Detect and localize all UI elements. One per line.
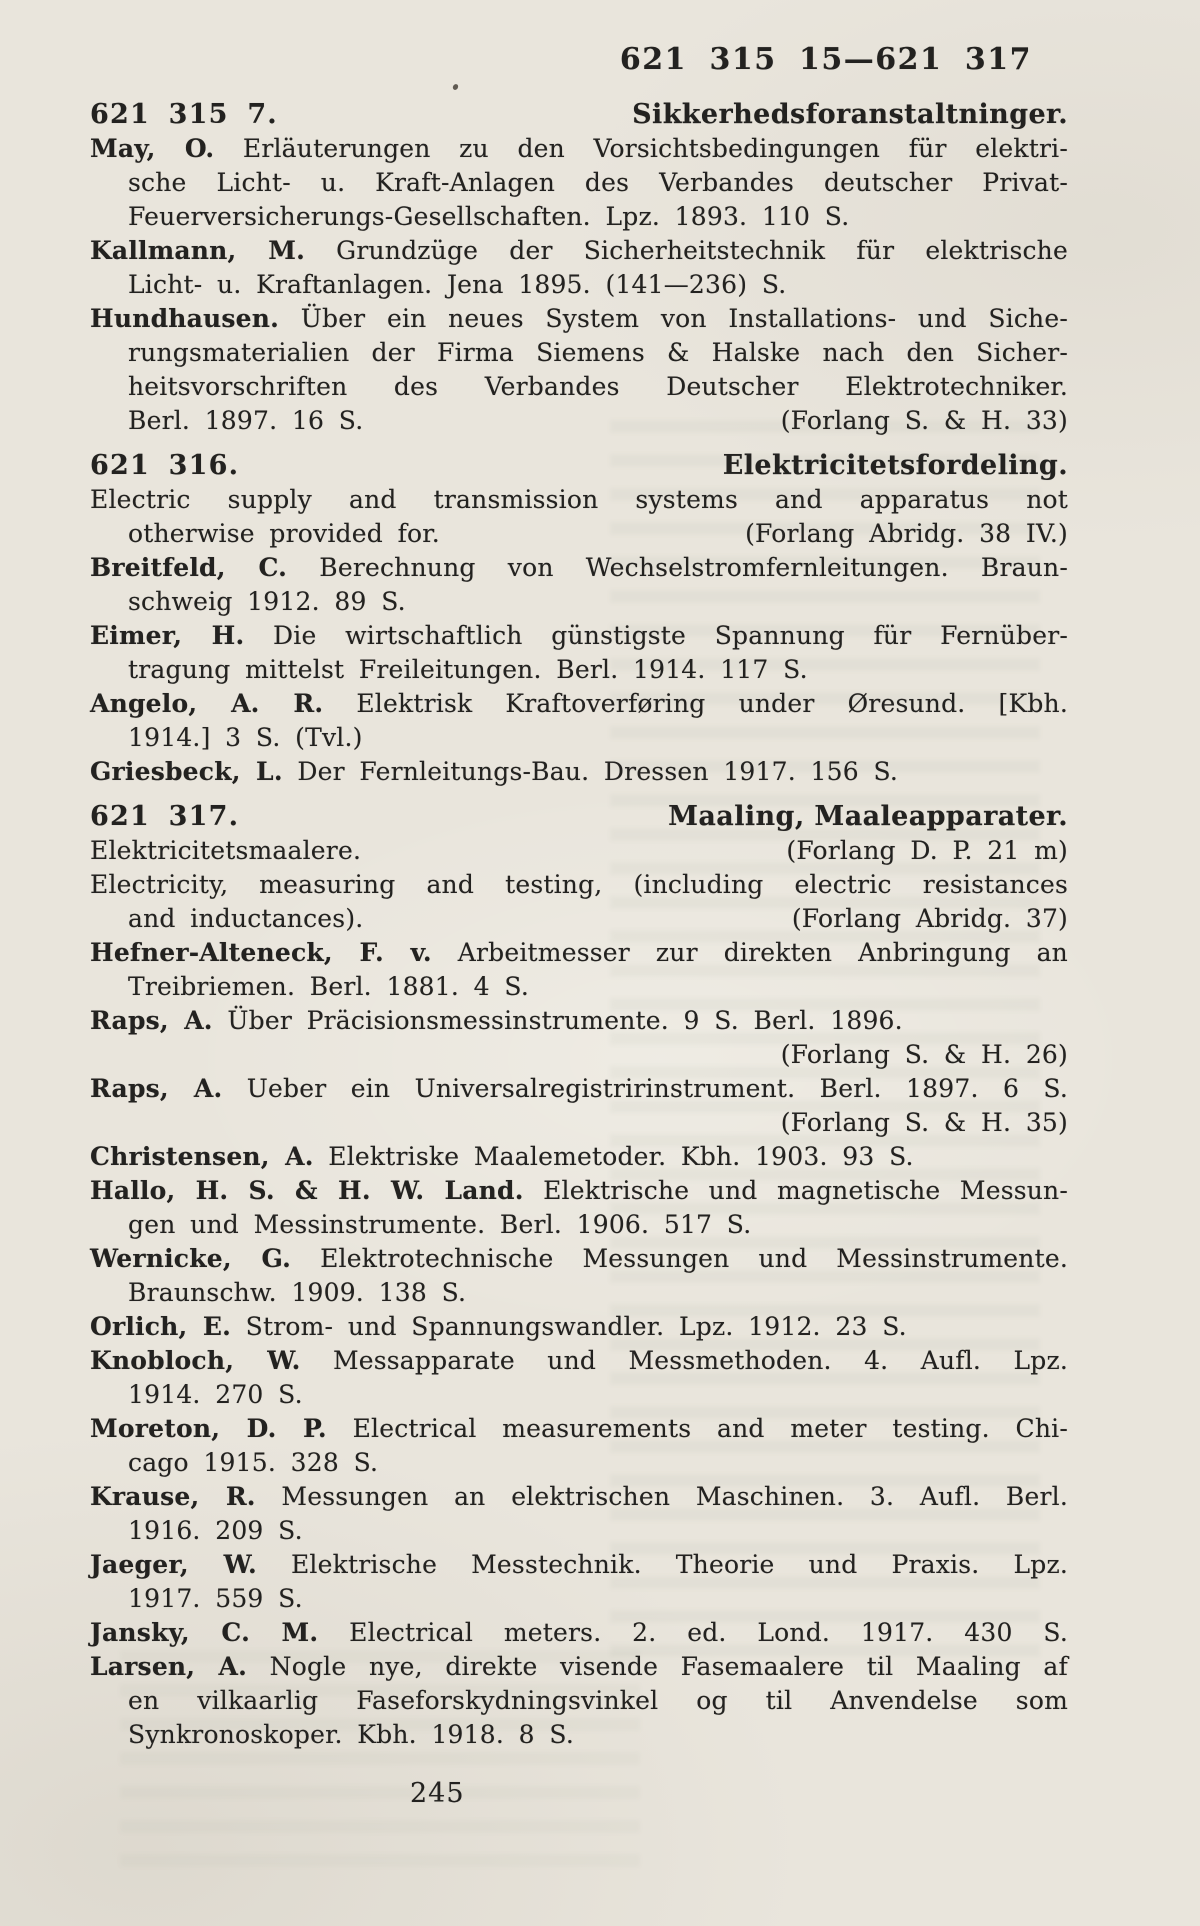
bibliography-entry: [90, 1480, 1068, 1548]
bibliography-entry: [90, 834, 1068, 868]
entry-line: 1916. 209 S.: [128, 1516, 303, 1545]
section-title: Elektricitetsfordeling.: [722, 450, 1068, 481]
author-name: Moreton, D. P.: [90, 1414, 327, 1443]
section-title: Sikkerhedsforanstaltninger.: [632, 99, 1068, 130]
bibliography-entry: [90, 1140, 1068, 1174]
entry-line: Larsen, A. Nogle nye, direkte visende Fasemaalere til Maaling af: [90, 1652, 1068, 1681]
author-name: Eimer, H.: [90, 621, 245, 650]
entry-line: 1914. 270 S.: [128, 1380, 303, 1409]
entry-line: Moreton, D. P. Electrical measurements and meter testing. Chi-: [90, 1414, 1068, 1443]
bibliography-entry: [90, 1548, 1068, 1616]
page-number: 245: [410, 1778, 465, 1809]
entry-line: rungsmaterialien der Firma Siemens & Halske nach den Sicher-: [128, 338, 1068, 367]
entry-line: Treibriemen. Berl. 1881. 4 S.: [128, 972, 530, 1001]
entry-line: Krause, R. Messungen an elektrischen Maschinen. 3. Aufl. Berl.: [90, 1482, 1068, 1511]
bibliography-entry: [90, 1242, 1068, 1310]
author-name: Raps, A.: [90, 1006, 213, 1035]
bibliography-entry: [90, 551, 1068, 619]
author-name: Larsen, A.: [90, 1652, 248, 1681]
classification-section: [90, 800, 1068, 1752]
entry-line: Jaeger, W. Elektrische Messtechnik. Theorie und Praxis. Lpz.: [90, 1550, 1068, 1579]
author-name: May, O.: [90, 134, 215, 163]
author-name: Breitfeld, C.: [90, 553, 288, 582]
bibliography-entry: [90, 1004, 1068, 1072]
bibliography-entry: [90, 1616, 1068, 1650]
section-header: [90, 98, 1068, 132]
entry-line: Eimer, H. Die wirtschaftlich günstigste Spannung für Fernüber-: [90, 621, 1068, 650]
entry-line: sche Licht- u. Kraft-Anlagen des Verbandes deutscher Privat-: [128, 168, 1068, 197]
author-name: Angelo, A. R.: [90, 689, 324, 718]
bibliography-entry: [90, 687, 1068, 755]
author-name: Knobloch, W.: [90, 1346, 301, 1375]
bibliography-entry: [90, 1072, 1068, 1140]
section-header: [90, 449, 1068, 483]
author-name: Christensen, A.: [90, 1142, 314, 1171]
entry-line: gen und Messinstrumente. Berl. 1906. 517 S.: [128, 1210, 752, 1239]
entry-line: Licht- u. Kraftanlagen. Jena 1895. (141—236) S.: [128, 270, 787, 299]
entry-line: Kallmann, M. Grundzüge der Sicherheitstechnik für elektrische: [90, 236, 1068, 265]
classification-code: 621 316.: [90, 450, 240, 481]
author-name: Hundhausen.: [90, 304, 280, 333]
entry-line-text: otherwise provided for.: [128, 519, 440, 548]
bibliography-entry: [90, 1412, 1068, 1480]
author-name: Jansky, C. M.: [90, 1618, 319, 1647]
reference-note: (Forlang S. & H. 33): [780, 406, 1068, 435]
bibliography-entry: [90, 868, 1068, 936]
entry-line: Electric supply and transmission systems and apparatus not: [90, 485, 1068, 514]
running-head-classification-range: 621 315 15—621 317: [619, 42, 1032, 77]
reference-note: (Forlang S. & H. 26): [780, 1040, 1068, 1069]
author-name: Griesbeck, L.: [90, 757, 283, 786]
section-header: [90, 800, 1068, 834]
bibliography-entry: [90, 1310, 1068, 1344]
entry-line: [90, 902, 1068, 936]
entry-line-text: Elektricitetsmaalere.: [90, 836, 362, 865]
author-name: Jaeger, W.: [90, 1550, 257, 1579]
entry-line: [90, 404, 1068, 438]
bibliography-entry: [90, 132, 1068, 234]
entry-line-text: and inductances).: [128, 904, 364, 933]
entry-line: 1917. 559 S.: [128, 1584, 303, 1613]
entry-line: schweig 1912. 89 S.: [128, 587, 406, 616]
classification-code: 621 315 7.: [90, 99, 278, 130]
entry-line: 1914.] 3 S. (Tvl.): [128, 723, 363, 752]
author-name: Wernicke, G.: [90, 1244, 292, 1273]
bibliography-entry: [90, 1650, 1068, 1752]
bibliography-entry: [90, 936, 1068, 1004]
author-name: Raps, A.: [90, 1074, 223, 1103]
entry-line-text: Berl. 1897. 16 S.: [128, 406, 364, 435]
entry-line: [90, 1038, 1068, 1072]
reference-note: (Forlang D. P. 21 m): [786, 836, 1068, 865]
author-name: Hefner-Alteneck, F. v.: [90, 938, 432, 967]
bibliography-entry: [90, 1174, 1068, 1242]
entry-line: Raps, A. Über Präcisionsmessinstrumente. 9 S. Berl. 1896.: [90, 1006, 903, 1035]
section-title: Maaling, Maaleapparater.: [668, 801, 1068, 832]
author-name: Kallmann, M.: [90, 236, 306, 265]
entry-line: tragung mittelst Freileitungen. Berl. 1914. 117 S.: [128, 655, 808, 684]
bibliography-entry: [90, 755, 1068, 789]
entry-line: Synkronoskoper. Kbh. 1918. 8 S.: [128, 1720, 575, 1749]
bibliography-entry: [90, 483, 1068, 551]
reference-note: (Forlang S. & H. 35): [780, 1108, 1068, 1137]
bibliography-entry: [90, 234, 1068, 302]
entry-line: Electricity, measuring and testing, (including electric resistances: [90, 870, 1068, 899]
entry-line: Hefner-Alteneck, F. v. Arbeitmesser zur direkten Anbringung an: [90, 938, 1068, 967]
entry-line: Raps, A. Ueber ein Universalregistririnstrument. Berl. 1897. 6 S.: [90, 1074, 1068, 1103]
entry-line: [90, 517, 1068, 551]
entry-line: Christensen, A. Elektriske Maalemetoder. Kbh. 1903. 93 S.: [90, 1142, 914, 1171]
entry-line: Wernicke, G. Elektrotechnische Messungen und Messinstrumente.: [90, 1244, 1068, 1273]
author-name: Hallo, H. S. & H. W. Land.: [90, 1176, 524, 1205]
entry-line: [90, 1106, 1068, 1140]
entry-line: cago 1915. 328 S.: [128, 1448, 379, 1477]
author-name: Orlich, E.: [90, 1312, 232, 1341]
classification-section: [90, 449, 1068, 789]
bibliography: [90, 98, 1068, 1752]
entry-line: Angelo, A. R. Elektrisk Kraftoverføring under Øresund. [Kbh.: [90, 689, 1068, 718]
entry-line: Braunschw. 1909. 138 S.: [128, 1278, 467, 1307]
entry-line: Feuerversicherungs-Gesellschaften. Lpz. 1893. 110 S.: [128, 202, 850, 231]
reference-note: (Forlang Abridg. 37): [791, 904, 1068, 933]
entry-line: Jansky, C. M. Electrical meters. 2. ed. Lond. 1917. 430 S.: [90, 1618, 1068, 1647]
author-name: Krause, R.: [90, 1482, 256, 1511]
reference-note: (Forlang Abridg. 38 IV.): [745, 519, 1068, 548]
bibliography-entry: [90, 619, 1068, 687]
classification-section: [90, 98, 1068, 438]
entry-line: Orlich, E. Strom- und Spannungswandler. Lpz. 1912. 23 S.: [90, 1312, 907, 1341]
text-column: [90, 40, 1068, 1809]
entry-line: Knobloch, W. Messapparate und Messmethoden. 4. Aufl. Lpz.: [90, 1346, 1068, 1375]
classification-code: 621 317.: [90, 801, 240, 832]
entry-line: Griesbeck, L. Der Fernleitungs-Bau. Dressen 1917. 156 S.: [90, 757, 899, 786]
bibliography-entry: [90, 302, 1068, 438]
bibliography-entry: [90, 1344, 1068, 1412]
entry-line: en vilkaarlig Faseforskydningsvinkel og til Anvendelse som: [128, 1686, 1068, 1715]
entry-line: Hundhausen. Über ein neues System von Installations- und Siche-: [90, 304, 1068, 333]
entry-line: [90, 834, 1068, 868]
entry-line: Hallo, H. S. & H. W. Land. Elektrische und magnetische Messun-: [90, 1176, 1068, 1205]
entry-line: May, O. Erläuterungen zu den Vorsichtsbedingungen für elektri-: [90, 134, 1068, 163]
entry-line: Breitfeld, C. Berechnung von Wechselstromfernleitungen. Braun-: [90, 553, 1068, 582]
entry-line: heitsvorschriften des Verbandes Deutscher Elektrotechniker.: [128, 372, 1068, 401]
